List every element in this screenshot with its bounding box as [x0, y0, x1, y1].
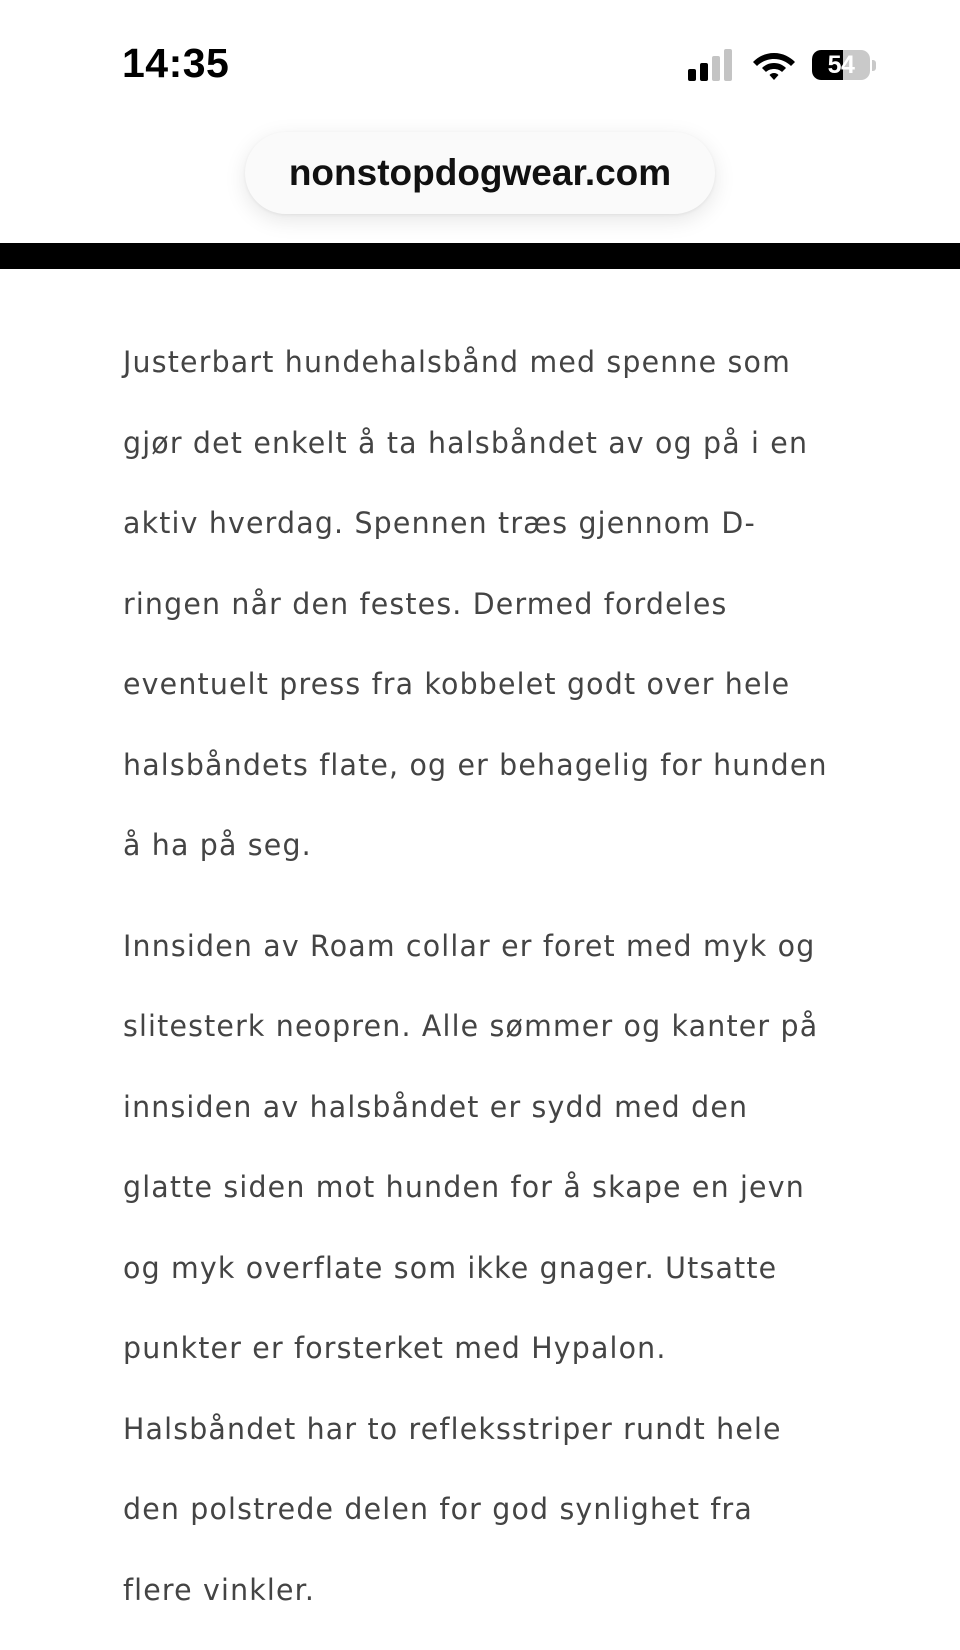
wifi-icon — [752, 49, 796, 81]
status-time: 14:35 — [122, 40, 230, 86]
battery-body — [812, 50, 870, 80]
address-bar[interactable] — [245, 132, 715, 214]
status-icons — [688, 48, 876, 82]
status-bar — [0, 0, 960, 120]
battery-tip — [872, 60, 876, 71]
site-header-bar — [0, 243, 960, 269]
description-paragraph: Justerbart hundehalsbånd med spenne som gjør det enkelt å ta halsbåndet av og på i en aktiv hverdag. Spennen træs gjennom D-ringen når den festes. Dermed fordeles eventuelt press fra kobbelet godt over hele halsbåndets flate, og er behagelig for hunden å ha på seg. — [123, 345, 828, 862]
url-text: nonstopdogwear.com — [288, 152, 672, 193]
battery-indicator — [812, 49, 876, 81]
cellular-signal-icon — [688, 49, 736, 81]
battery-level-text: 54 — [827, 50, 855, 79]
product-description — [123, 322, 843, 1630]
description-paragraph: Innsiden av Roam collar er foret med myk og slitesterk neopren. Alle sømmer og kanter på innsiden av halsbåndet er sydd med den glatte siden mot hunden for å skape en jevn og myk overflate som ikke gnager. Utsatte punkter er forsterket med Hypalon. Halsbåndet har to refleksstriper rundt hele den polstrede delen for god synlighet fra flere vinkler. — [123, 928, 819, 1607]
